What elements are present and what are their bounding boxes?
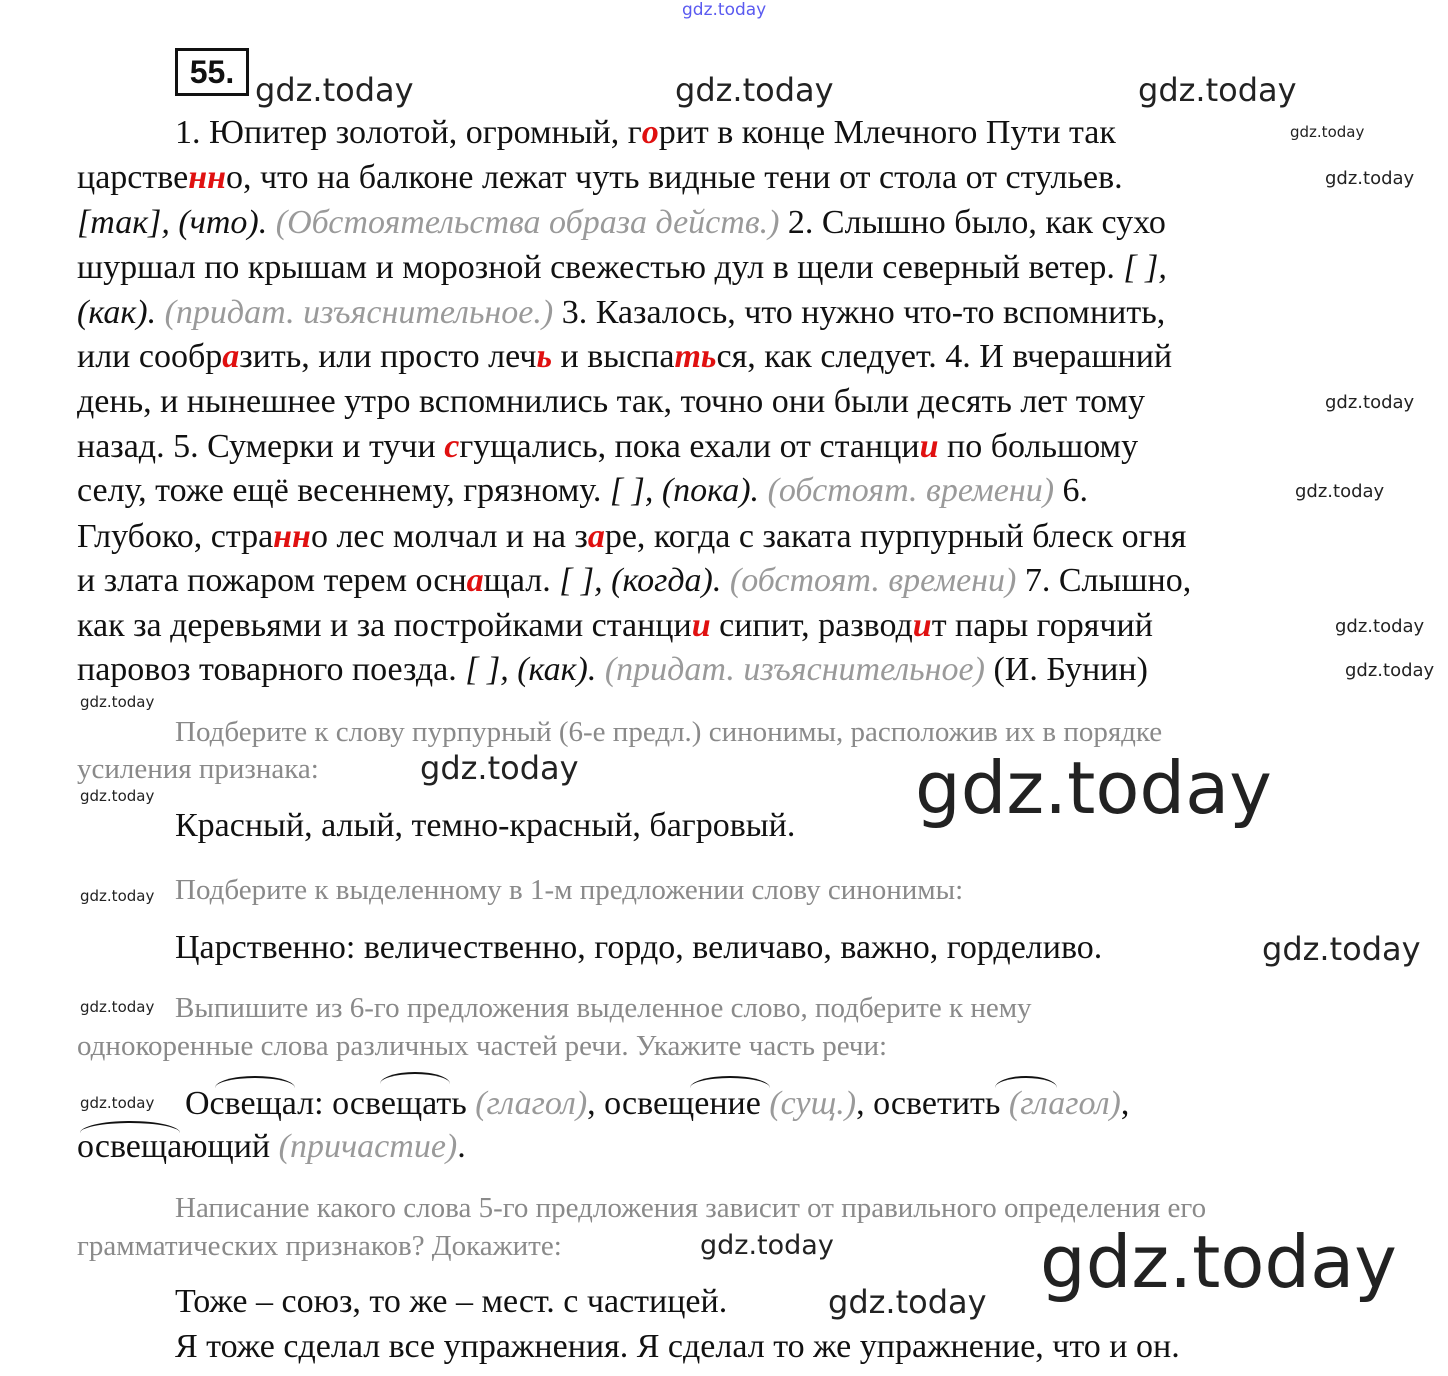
highlighted-letters: нн (273, 518, 311, 555)
text-line (77, 563, 1191, 599)
watermark: gdz.today (255, 71, 414, 109)
text-segment: зить, или просто леч (239, 338, 537, 375)
task-answer (175, 808, 795, 844)
grammar-note: (придат. изъяснительное.) (164, 294, 554, 331)
text-segment: Я тоже сделал все упражнения. Я сделал то же упражнение, что и он. (175, 1328, 1180, 1365)
watermark: gdz.today (682, 0, 767, 20)
watermark: gdz.today (915, 746, 1272, 830)
root-arc-mark (215, 1076, 295, 1088)
text-segment: рит в конце Млечного Пути так (658, 114, 1116, 151)
text-segment: Освещал: освещать (185, 1085, 476, 1122)
task-answer (175, 1329, 1180, 1365)
highlighted-letters: а (587, 518, 605, 555)
task-answer (77, 1129, 466, 1165)
root-arc-mark (690, 1076, 770, 1088)
text-segment: или сообр (77, 338, 223, 375)
text-segment: , осветить (856, 1085, 1009, 1122)
root-arc-mark (80, 1121, 180, 1133)
task-answer (175, 1284, 727, 1320)
text-segment: царстве (77, 159, 189, 196)
highlighted-letters: и (912, 607, 932, 644)
highlighted-letters: ь (536, 338, 552, 375)
text-line (77, 652, 1148, 688)
text-line (77, 473, 1088, 509)
grammar-note: (Обстоятельства образа действ.) (275, 204, 780, 241)
text-segment: . (457, 1128, 466, 1165)
text-segment: (И. Бунин) (984, 651, 1148, 688)
highlighted-letters: и (691, 607, 711, 644)
text-segment: , освещение (587, 1085, 770, 1122)
watermark: gdz.today (1295, 481, 1385, 502)
highlighted-letters: о (641, 114, 659, 151)
text-line (77, 429, 1138, 465)
scheme-text: [так], (что). (77, 204, 276, 241)
exercise-number: 55. (175, 48, 249, 96)
text-line (175, 115, 1116, 151)
task-question: Подберите к выделенному в 1-м предложении слову синонимы: (175, 874, 964, 906)
task-question: однокоренные слова различных частей речи. Укажите часть речи: (77, 1030, 888, 1062)
highlighted-letters: а (222, 338, 240, 375)
text-line (77, 295, 1165, 331)
highlighted-letters: с (444, 428, 460, 465)
task-answer (185, 1086, 1129, 1122)
grammar-note: (обстоят. времени) (767, 472, 1055, 509)
text-segment: селу, тоже ещё весеннему, грязному. (77, 472, 610, 509)
text-segment: т пары горячий (931, 607, 1153, 644)
scheme-text: [ ], (пока). (609, 472, 768, 509)
scheme-text: (как). (77, 294, 165, 331)
grammar-note: (придат. изъяснительное) (604, 651, 985, 688)
watermark: gdz.today (80, 1094, 155, 1112)
watermark: gdz.today (828, 1283, 987, 1321)
watermark: gdz.today (80, 693, 155, 711)
watermark: gdz.today (1325, 392, 1415, 413)
highlighted-letters: нн (188, 159, 226, 196)
text-segment: шуршал по крышам и морозной свежестью дул в щели северный ветер. (77, 249, 1124, 286)
text-segment: Царственно: величественно, гордо, величаво, важно, горделиво. (175, 929, 1103, 966)
text-segment: о лес молчал и на з (310, 518, 588, 555)
text-line (77, 205, 1166, 241)
scheme-text: [ ], (когда). (559, 562, 730, 599)
text-segment: освещающий (77, 1128, 279, 1165)
text-segment: о, что на балконе лежат чуть видные тени от стола от стульев. (225, 159, 1123, 196)
text-line (77, 519, 1186, 555)
scheme-text: [ ], (как). (465, 651, 605, 688)
text-segment: щал. (483, 562, 560, 599)
text-segment: паровоз товарного поезда. (77, 651, 466, 688)
watermark: gdz.today (700, 1230, 834, 1261)
text-line (77, 608, 1153, 644)
grammar-note: (сущ.) (769, 1085, 857, 1122)
text-segment: по большому (938, 428, 1139, 465)
text-segment: 2. Слышно было, как сухо (779, 204, 1166, 241)
highlighted-letters: и (919, 428, 939, 465)
text-segment: назад. 5. Сумерки и тучи (77, 428, 445, 465)
watermark: gdz.today (80, 998, 155, 1016)
text-line (77, 250, 1167, 286)
grammar-note: (глагол) (475, 1085, 588, 1122)
watermark: gdz.today (1325, 168, 1415, 189)
watermark: gdz.today (1040, 1220, 1397, 1304)
watermark: gdz.today (80, 887, 155, 905)
root-arc-mark (995, 1076, 1057, 1088)
text-line (77, 160, 1123, 196)
text-segment: и выспа (552, 338, 675, 375)
task-answer (175, 930, 1102, 966)
text-segment: 3. Казалось, что нужно что-то вспомнить, (553, 294, 1166, 331)
root-arc-mark (380, 1072, 450, 1084)
text-segment: 1. Юпитер золотой, огромный, г (175, 114, 642, 151)
text-segment: ся, как следует. 4. И вчерашний (716, 338, 1173, 375)
highlighted-letters: ть (674, 338, 717, 375)
text-segment: гущались, пока ехали от станци (459, 428, 920, 465)
task-question: Написание какого слова 5-го предложения зависит от правильного определения его (175, 1192, 1207, 1224)
text-segment: 6. (1054, 472, 1089, 509)
text-segment: 7. Слышно, (1016, 562, 1192, 599)
text-segment: , (1120, 1085, 1130, 1122)
text-segment: и злата пожаром терем осн (77, 562, 467, 599)
text-segment: ре, когда с заката пурпурный блеск огня (604, 518, 1187, 555)
text-segment: день, и нынешнее утро вспомнились так, точно они были десять лет тому (77, 383, 1146, 420)
text-segment: Глубоко, стра (77, 518, 274, 555)
watermark: gdz.today (1290, 123, 1365, 141)
watermark: gdz.today (1335, 616, 1425, 637)
task-question: усиления признака: (77, 753, 319, 785)
text-line (77, 339, 1172, 375)
watermark: gdz.today (1345, 660, 1435, 681)
task-question: Подберите к слову пурпурный (6-е предл.) синонимы, расположив их в порядке (175, 716, 1163, 748)
grammar-note: (глагол) (1008, 1085, 1121, 1122)
highlighted-letters: а (466, 562, 484, 599)
watermark: gdz.today (675, 71, 834, 109)
text-segment: Красный, алый, темно-красный, багровый. (175, 807, 796, 844)
text-segment: как за деревьями и за постройками станци (77, 607, 692, 644)
watermark: gdz.today (420, 749, 579, 787)
text-line (77, 384, 1145, 420)
scheme-text: [ ], (1123, 249, 1167, 286)
watermark: gdz.today (1138, 71, 1297, 109)
grammar-note: (причастие) (278, 1128, 458, 1165)
watermark: gdz.today (80, 787, 155, 805)
grammar-note: (обстоят. времени) (729, 562, 1017, 599)
task-question: грамматических признаков? Докажите: (77, 1230, 562, 1262)
text-segment: сипит, развод (710, 607, 913, 644)
text-segment: Тоже – союз, то же – мест. с частицей. (175, 1283, 728, 1320)
task-question: Выпишите из 6-го предложения выделенное слово, подберите к нему (175, 992, 1032, 1024)
watermark: gdz.today (1262, 930, 1421, 968)
